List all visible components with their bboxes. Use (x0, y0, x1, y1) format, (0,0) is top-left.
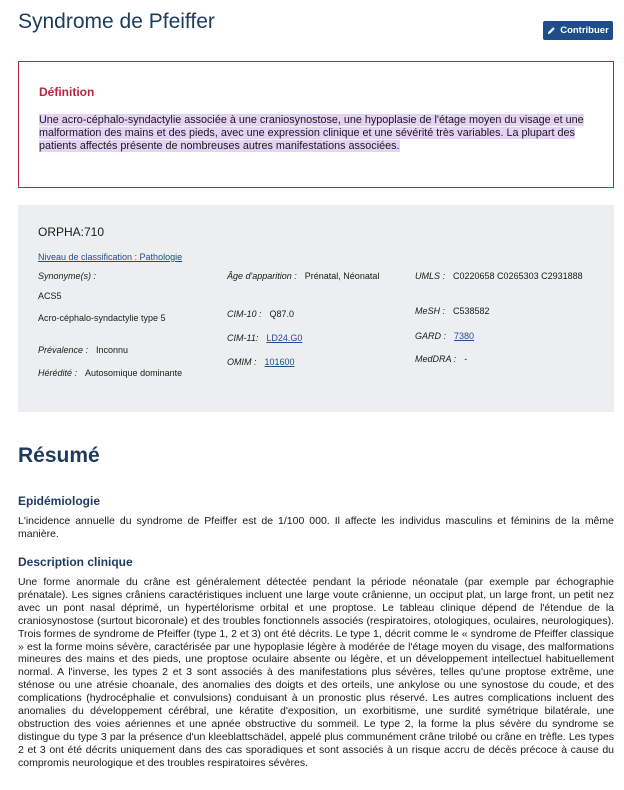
classification-level-link[interactable]: Niveau de classification : Pathologie (38, 252, 183, 262)
mesh-row (415, 306, 490, 316)
gard-row (415, 331, 474, 341)
orpha-code: ORPHA:710 (38, 225, 105, 239)
epidemiology-text: L'incidence annuelle du syndrome de Pfeiffer est de 1/100 000. Il affecte les individus masculins et féminins de la même manière. (18, 515, 614, 540)
disease-info-box (18, 205, 614, 412)
contribute-label: Contribuer (560, 25, 609, 36)
heredity-value: Autosomique dominante (85, 368, 183, 378)
gard-link[interactable]: 7380 (454, 331, 475, 341)
meddra-label: MedDRA : (415, 354, 457, 364)
heredity-row (38, 368, 182, 378)
cim10-row (227, 309, 294, 319)
definition-text (39, 114, 599, 154)
cim11-label: CIM-11: (227, 333, 259, 343)
definition-heading: Définition (39, 85, 95, 99)
cim11-link[interactable]: LD24.G0 (266, 333, 303, 343)
prevalence-row (38, 345, 128, 355)
umls-value: C0220658 C0265303 C2931888 (453, 271, 583, 281)
onset-label: Âge d'apparition : (227, 271, 297, 281)
definition-text-highlight: Une acro-céphalo-syndactylie associée à une craniosynostose, une hypoplasie de l'étage moyen du visage et une malformation des mains et des pieds, avec une expression clinique et une sévérité très variables. La plupart des patients affectés présente de nombreuses autres manifestations associées. (39, 114, 584, 153)
prevalence-value: Inconnu (96, 345, 129, 355)
page-title: Syndrome de Pfeiffer (18, 10, 215, 33)
mesh-value: C538582 (453, 306, 490, 316)
clinical-description-heading: Description clinique (18, 555, 133, 569)
gard-label: GARD : (415, 331, 447, 341)
synonym-item: Acro-céphalo-syndactylie type 5 (38, 313, 166, 323)
synonyms-label-cell (38, 271, 96, 281)
cim10-label: CIM-10 : (227, 309, 262, 319)
prevalence-label: Prévalence : (38, 345, 89, 355)
omim-row (227, 357, 295, 367)
clinical-description-text: Une forme anormale du crâne est généralement détectée pendant la période néonatale (par exemple par échographie prénatale). Les signes crâniens caractéristiques incluent une large voute crânienne, un occiput plat, un large front, un petit nez avec un pont nasal déprimé, un hypertélorisme orbital et une proptose. Le tableau clinique dépend de l'étendue de la craniosynostose (surtout bicoronale) et des troubles fonctionnels associés (respiratoires, otologiques, oculaires, neurologiques). Trois formes de syndrome de Pfeiffer (type 1, 2 et 3) ont été décrits. Le type 1, décrit comme le « syndrome de Pfeiffer classique » est la forme moins sévère, caractérisée par une hypoplasie légère à modérée de l'étage moyen du visage, des malformations mineures des mains et des pieds, une proptose oculaire absente ou légère, et un développement intellectuel habituellement normal. A l'inverse, les types 2 et 3 sont associés à des manifestations plus sévères, telles qu'une proptose extrême, une sténose ou une atrésie choanale, des anomalies des doigts et des orteils, une ankylose ou une synostose du coude, et des complications (hydrocéphalie et convulsions) conduisant à un pronostic plus réservé. Les autres complications incluent des anomalies du développement cérébral, une kératite d'exposition, un exorbitisme, une surdité symétrique bilatérale, une obstruction des voies aériennes et une apnée obstructive du sommeil. Le type 2, la forme la plus sévère du syndrome se distingue du type 3 par la présence d'un kleeblattschädel, appelé plus communément crâne trilobé ou crâne en trèfle. Les types 2 et 3 ont été décrits uniquement dans des cas sporadiques et sont associés à un risque accru de décès précoce à cause du compromis neurologique et des troubles respiratoires sévères. (18, 576, 614, 769)
heredity-label: Hérédité : (38, 368, 78, 378)
meddra-row (415, 354, 467, 364)
onset-row (227, 271, 379, 281)
omim-label: OMIM : (227, 357, 257, 367)
contribute-button[interactable] (543, 21, 613, 40)
mesh-label: MeSH : (415, 306, 446, 316)
synonym-item: ACS5 (38, 291, 62, 301)
pencil-icon (547, 26, 556, 35)
cim10-value: Q87.0 (269, 309, 295, 319)
umls-label: UMLS : (415, 271, 446, 281)
epidemiology-heading: Epidémiologie (18, 494, 101, 508)
umls-row (415, 271, 595, 281)
cim11-row (227, 333, 302, 343)
summary-heading: Résumé (18, 444, 100, 467)
meddra-value: - (464, 354, 468, 364)
onset-value: Prénatal, Néonatal (304, 271, 380, 281)
synonyms-label: Synonyme(s) : (38, 271, 97, 281)
definition-box (18, 61, 614, 188)
omim-link[interactable]: 101600 (264, 357, 295, 367)
